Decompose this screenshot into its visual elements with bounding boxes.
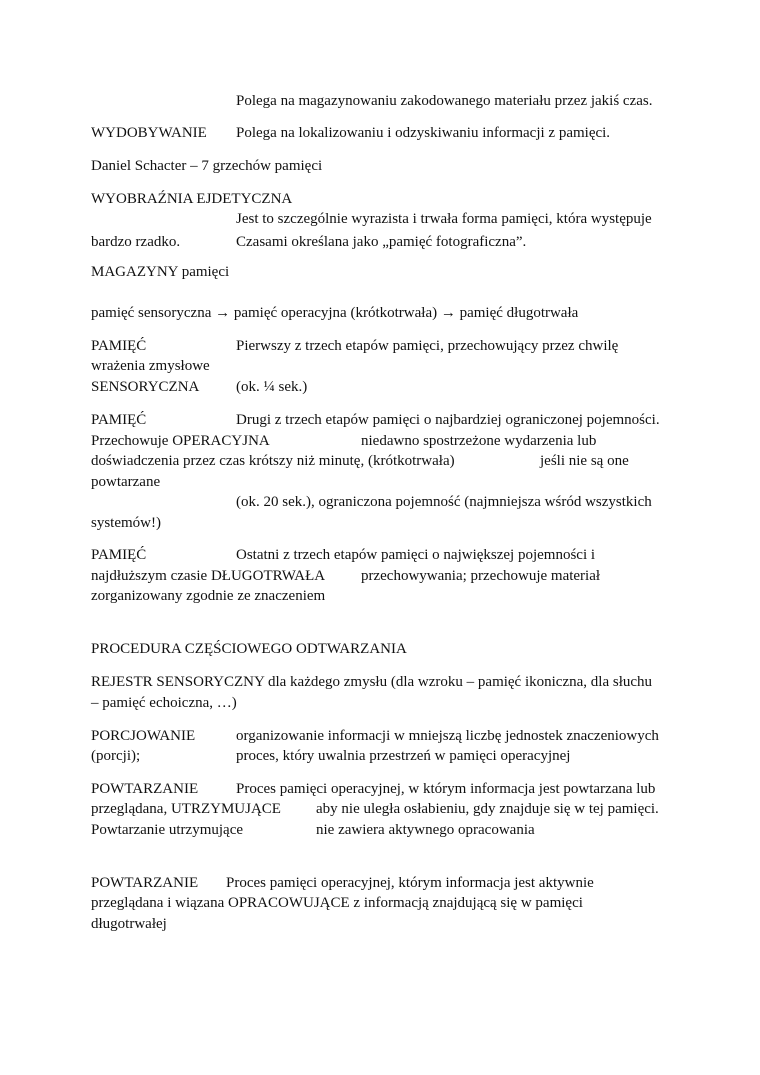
text-line: Polega na lokalizowaniu i odzyskiwaniu informacji z pamięci.	[236, 125, 611, 141]
text-line: Pierwszy z trzech etapów pamięci, przechowujący przez chwilę	[236, 338, 619, 354]
term-label: PAMIĘĆ	[91, 547, 147, 563]
section-heading: MAGAZYNY pamięci	[91, 264, 230, 280]
text-line: przechowywania; przechowuje materiał	[361, 568, 601, 584]
text-line: przeglądana i wiązana OPRACOWUJĄCE z informacją znajdującą się w pamięci	[91, 895, 583, 911]
text-line: nie zawiera aktywnego opracowania	[316, 822, 535, 838]
text-line: Ostatni z trzech etapów pamięci o największej pojemności i	[236, 547, 596, 563]
text-line: bardzo rzadko.	[91, 234, 181, 250]
text-line: Proces pamięci operacyjnej, w którym informacja jest powtarzana lub	[236, 781, 656, 797]
term-label: POWTARZANIE	[91, 781, 199, 797]
text-line: Polega na magazynowaniu zakodowanego materiału przez jakiś czas.	[236, 93, 653, 109]
text-line: doświadczenia przez czas krótszy niż minutę, (krótkotrwała)	[91, 453, 455, 469]
section-heading: PROCEDURA CZĘŚCIOWEGO ODTWARZANIA	[91, 641, 407, 657]
text-line: Przechowuje OPERACYJNA	[91, 433, 270, 449]
text-line: – pamięć echoiczna, …)	[91, 695, 237, 711]
text-line: (ok. 20 sek.), ograniczona pojemność (najmniejsza wśród wszystkich	[236, 494, 652, 510]
term-label: PORCJOWANIE	[91, 728, 196, 744]
text-line: Proces pamięci operacyjnej, którym informacja jest aktywnie	[226, 875, 594, 891]
text-line: niedawno spostrzeżone wydarzenia lub	[361, 433, 597, 449]
text-line: Powtarzanie utrzymujące	[91, 822, 244, 838]
text-line: aby nie uległa osłabieniu, gdy znajduje się w tej pamięci.	[316, 801, 659, 817]
text-line: jeśli nie są one	[540, 453, 629, 469]
text-line: pamięć sensoryczna → pamięć operacyjna (krótkotrwała) → pamięć długotrwała	[91, 305, 579, 321]
text-line: powtarzane	[91, 474, 161, 490]
term-label: POWTARZANIE	[91, 875, 199, 891]
text-line: REJESTR SENSORYCZNY dla każdego zmysłu (dla wzroku – pamięć ikoniczna, dla słuchu	[91, 674, 653, 690]
term-label: WYDOBYWANIE	[91, 125, 207, 141]
text-line: Daniel Schacter – 7 grzechów pamięci	[91, 158, 323, 174]
term-label: PAMIĘĆ	[91, 338, 147, 354]
text-line: wrażenia zmysłowe	[91, 358, 210, 374]
text-line: Jest to szczególnie wyrazista i trwała forma pamięci, która występuje	[236, 211, 652, 227]
text-line: organizowanie informacji w mniejszą liczbę jednostek znaczeniowych	[236, 728, 659, 744]
text-line: długotrwałej	[91, 916, 167, 932]
text-line: proces, który uwalnia przestrzeń w pamięci operacyjnej	[236, 748, 571, 764]
text-line: (porcji);	[91, 748, 141, 764]
term-label: PAMIĘĆ	[91, 412, 147, 428]
text-line: zorganizowany zgodnie ze znaczeniem	[91, 588, 326, 604]
text-line: Czasami określana jako „pamięć fotograficzna”.	[236, 234, 527, 250]
term-label: WYOBRAŹNIA EJDETYCZNA	[91, 191, 293, 207]
text-line: przeglądana, UTRZYMUJĄCE	[91, 801, 281, 817]
text-line: najdłuższym czasie DŁUGOTRWAŁA	[91, 568, 326, 584]
term-label: SENSORYCZNA	[91, 379, 200, 395]
text-line: Drugi z trzech etapów pamięci o najbardziej ograniczonej pojemności.	[236, 412, 660, 428]
text-line: systemów!)	[91, 515, 161, 531]
text-line: (ok. ¼ sek.)	[236, 379, 308, 395]
